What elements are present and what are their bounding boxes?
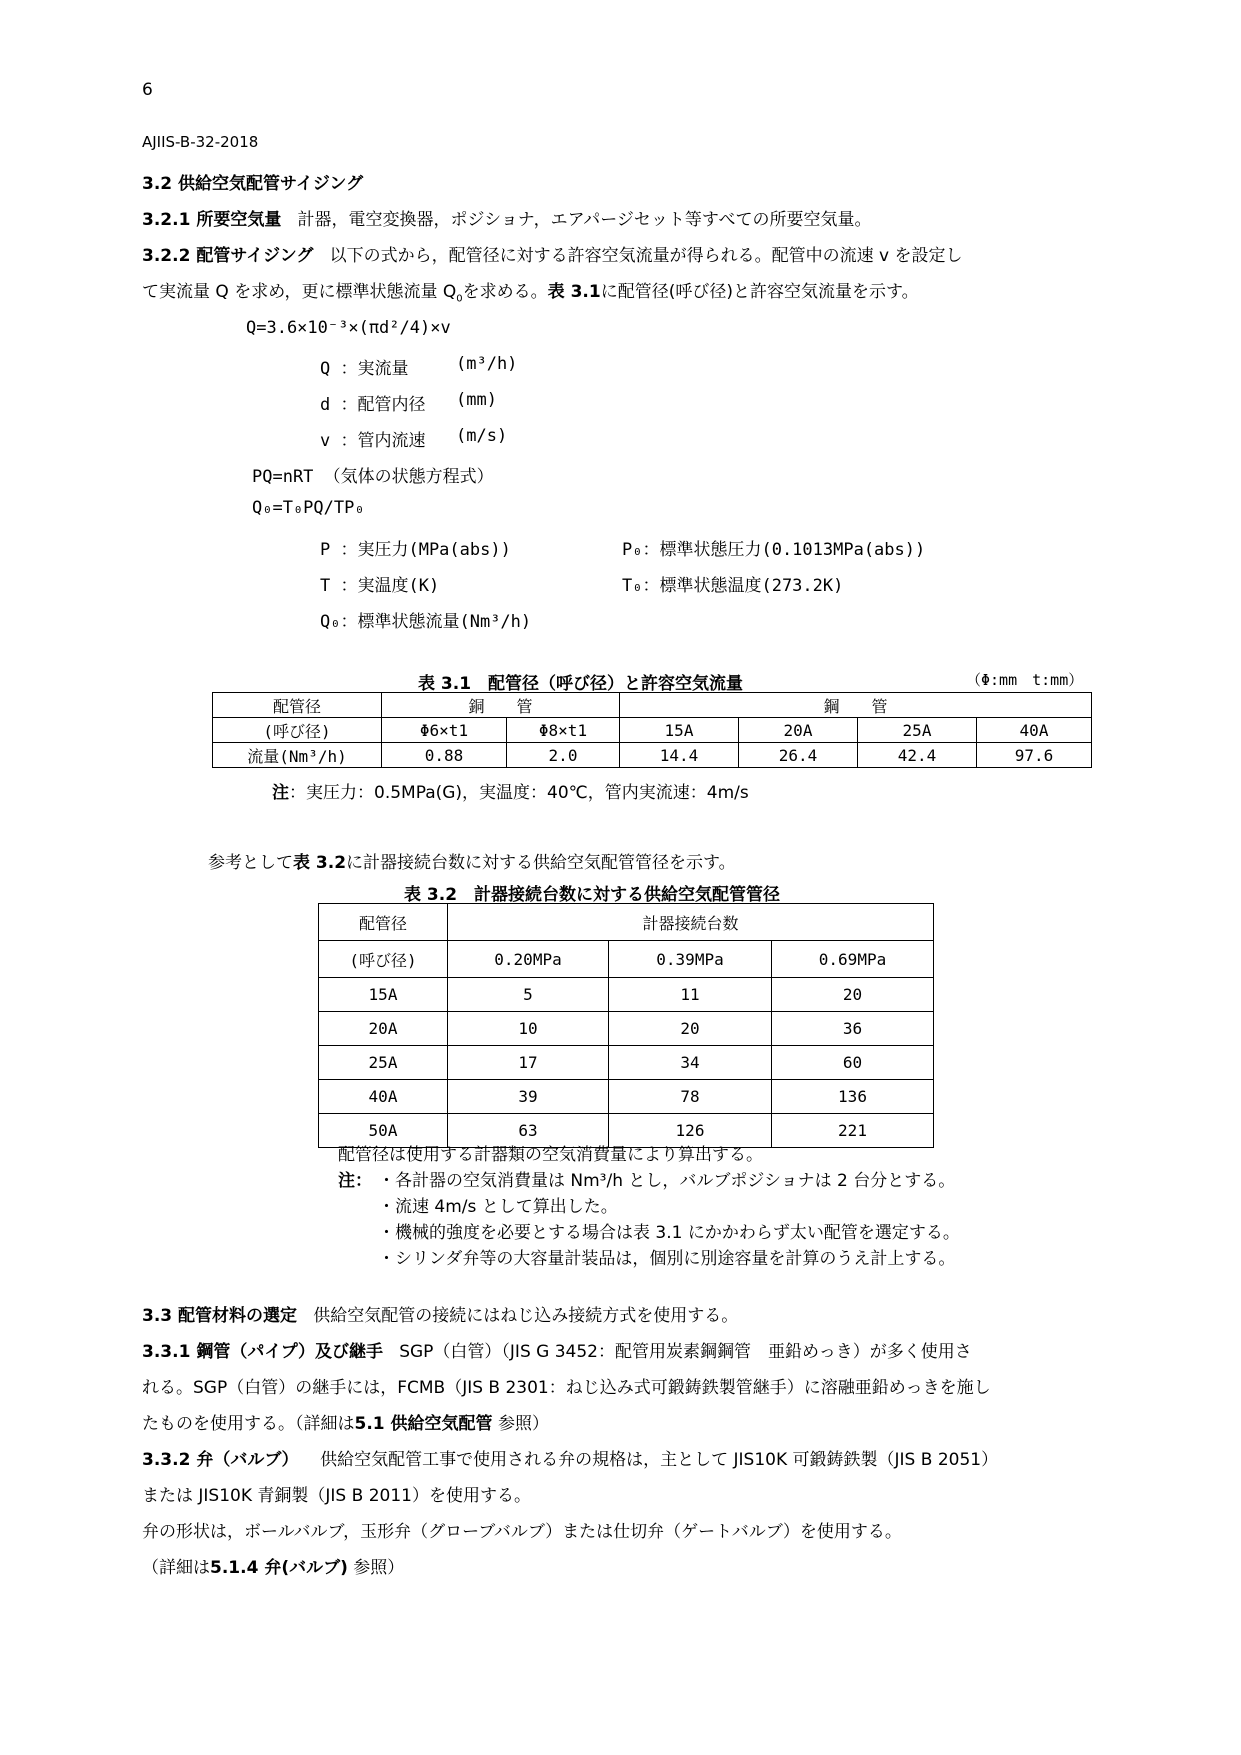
d-definition: d ：配管内径 [320, 395, 426, 415]
v-unit: (m/s) [456, 426, 508, 446]
section-5-1-ref: 5.1 供給空気配管 [354, 1414, 493, 1434]
t2-cell: 136 [772, 1080, 934, 1114]
t2-cell: 36 [772, 1012, 934, 1046]
q-definition: Q ：実流量 [320, 359, 409, 379]
t2-cell: 20 [609, 1012, 772, 1046]
section-3-2-1-head: 3.2.1 所要空気量 [142, 210, 282, 230]
section-3-3-2-line1 [142, 1442, 998, 1478]
t1-value: 26.4 [739, 743, 858, 768]
table-3-2-note: ・各計器の空気消費量は Nm³/h とし，バルブポジショナは 2 台分とする。 [378, 1171, 956, 1191]
t2-cell: 20 [772, 978, 934, 1012]
d-unit: (mm) [456, 390, 497, 410]
t1-header-copper: 銅 管 [382, 693, 620, 718]
t2-col: 0.69MPa [772, 941, 934, 978]
t2-cell: 78 [609, 1080, 772, 1114]
section-3-2-1-text: 計器，電空変換器，ポジショナ，エアパージセット等すべての所要空気量。 [297, 210, 872, 230]
t1-col: 15A [620, 718, 739, 743]
t1-col: Φ8×t1 [507, 718, 620, 743]
section-3-3-1-head: 3.3.1 鋼管（パイプ）及び継手 [142, 1342, 383, 1362]
p0-definition: P₀：標準状態圧力(0.1013MPa(abs)) [622, 540, 926, 560]
t1-value: 97.6 [977, 743, 1092, 768]
t1-value: 14.4 [620, 743, 739, 768]
table-row [319, 1012, 934, 1046]
t1-col: 20A [739, 718, 858, 743]
t2-size: 25A [319, 1046, 448, 1080]
document-id: AJIIS-B-32-2018 [142, 133, 259, 151]
section-3-3-2-line3: 弁の形状は，ボールバルブ，玉形弁（グローブバルブ）または仕切弁（ゲートバルブ）を使用する。 [142, 1522, 902, 1542]
table-3-1-ref: 表 3.1 [547, 282, 601, 302]
t1-row-label: 流量(Nm³/h) [213, 743, 382, 768]
table-3-2-after: 配管径は使用する計器類の空気消費量により算出する。 [338, 1145, 763, 1165]
t2-header-nominal: (呼び径) [319, 941, 448, 978]
section-3-2-title: 3.2 供給空気配管サイジング [142, 174, 364, 194]
t2-cell: 10 [448, 1012, 609, 1046]
t1-col: 40A [977, 718, 1092, 743]
t2-size: 15A [319, 978, 448, 1012]
table-3-2-ref: 表 3.2 [293, 853, 347, 873]
table-3-2 [318, 903, 934, 1148]
table-row [319, 1046, 934, 1080]
section-3-3-2-text4a: （詳細は [142, 1558, 210, 1578]
table-3-2-note: ・流速 4m/s として算出した。 [378, 1197, 618, 1217]
section-3-3-2-line2: または JIS10K 青銅製（JIS B 2011）を使用する。 [142, 1486, 531, 1506]
reference-text-a: 参考として [208, 853, 293, 873]
section-3-2-2-text2d: に配管径(呼び径)と許容空気流量を示す。 [600, 282, 919, 302]
section-3-3-2-line4 [142, 1550, 404, 1586]
t2-cell: 11 [609, 978, 772, 1012]
t-definition: T ：実温度(K) [320, 576, 440, 596]
section-3-3 [142, 1298, 738, 1334]
t1-col: Φ6×t1 [382, 718, 507, 743]
table-3-1-note-label: 注 [272, 783, 289, 803]
t2-cell: 17 [448, 1046, 609, 1080]
reference-line [208, 848, 736, 873]
table-row [319, 978, 934, 1012]
table-3-2-note: ・機械的強度を必要とする場合は表 3.1 にかかわらず太い配管を選定する。 [378, 1223, 960, 1243]
table-3-2-note-label: 注： [338, 1171, 372, 1191]
section-3-3-1-line3 [142, 1406, 549, 1442]
section-3-2-2-head: 3.2.2 配管サイジング [142, 246, 314, 266]
t1-header-nominal: (呼び径) [213, 718, 382, 743]
t2-cell: 5 [448, 978, 609, 1012]
table-3-1-note-text: ：実圧力：0.5MPa(G)，実温度：40℃，管内実流速：4m/s [289, 783, 749, 803]
p-definition: P ：実圧力(MPa(abs)) [320, 540, 511, 560]
t1-header-pipe: 配管径 [213, 693, 382, 718]
table-row [319, 1080, 934, 1114]
section-3-3-1-text3c: 参照） [497, 1414, 549, 1434]
section-3-2-2-line1 [142, 238, 962, 274]
t2-cell: 60 [772, 1046, 934, 1080]
t0-definition: T₀：標準状態温度(273.2K) [622, 576, 844, 596]
q-unit: (m³/h) [456, 354, 518, 374]
t2-cell: 39 [448, 1080, 609, 1114]
section-3-3-2-text1: 供給空気配管工事で使用される弁の規格は，主として JIS10K 可鍛鋳鉄製（JIS B 2051） [320, 1450, 999, 1470]
t2-size: 20A [319, 1012, 448, 1046]
t1-value: 42.4 [858, 743, 977, 768]
table-3-2-note: ・シリンダ弁等の大容量計装品は，個別に別途容量を計算のうえ計上する。 [378, 1249, 956, 1269]
section-3-3-2-text4c: 参照） [353, 1558, 405, 1578]
table-3-2-caption: 表 3.2 計器接続台数に対する供給空気配管管径 [404, 885, 781, 905]
section-3-2-2-text2b: を求める。 [462, 282, 548, 302]
t2-size: 50A [319, 1114, 448, 1148]
section-3-2-2-text2a: て実流量 Q を求め，更に標準状態流量 Q [142, 282, 457, 302]
state-equation: PQ=nRT （気体の状態方程式） [252, 467, 494, 487]
t2-size: 40A [319, 1080, 448, 1114]
section-3-3-head: 3.3 配管材料の選定 [142, 1306, 298, 1326]
t1-header-steel: 鋼 管 [620, 693, 1092, 718]
section-3-3-text: 供給空気配管の接続にはねじ込み接続方式を使用する。 [313, 1306, 739, 1326]
t2-header-count: 計器接続台数 [448, 904, 934, 941]
section-3-3-2-head: 3.3.2 弁（バルブ） [142, 1450, 299, 1470]
t1-value: 2.0 [507, 743, 620, 768]
reference-text-c: に計器接続台数に対する供給空気配管管径を示す。 [346, 853, 736, 873]
table-3-1 [212, 692, 1092, 768]
t2-col: 0.39MPa [609, 941, 772, 978]
table-3-1-note [272, 778, 749, 803]
t2-header-pipe: 配管径 [319, 904, 448, 941]
section-3-3-1-text3a: たものを使用する。（詳細は [142, 1414, 355, 1434]
section-3-2-2-line2: て実流量 Q を求め，更に標準状態流量 $Q_0$を求める。表 3.1に配管径(呼び径)と許容空気流量を示す。 [142, 282, 919, 305]
t2-col: 0.20MPa [448, 941, 609, 978]
q0-definition: Q₀：標準状態流量(Nm³/h) [320, 612, 532, 632]
t1-col: 25A [858, 718, 977, 743]
table-3-1-caption: 表 3.1 配管径（呼び径）と許容空気流量 [418, 674, 744, 694]
t1-value: 0.88 [382, 743, 507, 768]
section-3-3-1-text1: SGP（白管）（JIS G 3452：配管用炭素鋼鋼管 亜鉛めっき）が多く使用さ [399, 1342, 972, 1362]
t2-cell: 34 [609, 1046, 772, 1080]
t2-cell: 63 [448, 1114, 609, 1148]
section-3-3-1-line1 [142, 1334, 972, 1370]
section-3-2-1 [142, 202, 872, 238]
section-3-3-1-line2: れる。SGP（白管）の継手には，FCMB（JIS B 2301：ねじ込み式可鍛鋳鉄製管継手）に溶融亜鉛めっきを施し [142, 1378, 991, 1398]
q0-formula: Q₀=T₀PQ/TP₀ [252, 498, 365, 518]
section-5-1-4-ref: 5.1.4 弁(バルブ) [210, 1558, 348, 1578]
section-3-2-2-text1: 以下の式から，配管径に対する許容空気流量が得られる。配管中の流速 v を設定し [329, 246, 963, 266]
page-number: 6 [142, 80, 153, 100]
table-3-1-unit-note: （Φ:mm t:mm） [966, 671, 1084, 689]
t2-cell: 221 [772, 1114, 934, 1148]
v-definition: v ：管内流速 [320, 431, 426, 451]
t2-cell: 126 [609, 1114, 772, 1148]
flow-formula: Q=3.6×10⁻³×(πd²/4)×v [246, 318, 451, 338]
